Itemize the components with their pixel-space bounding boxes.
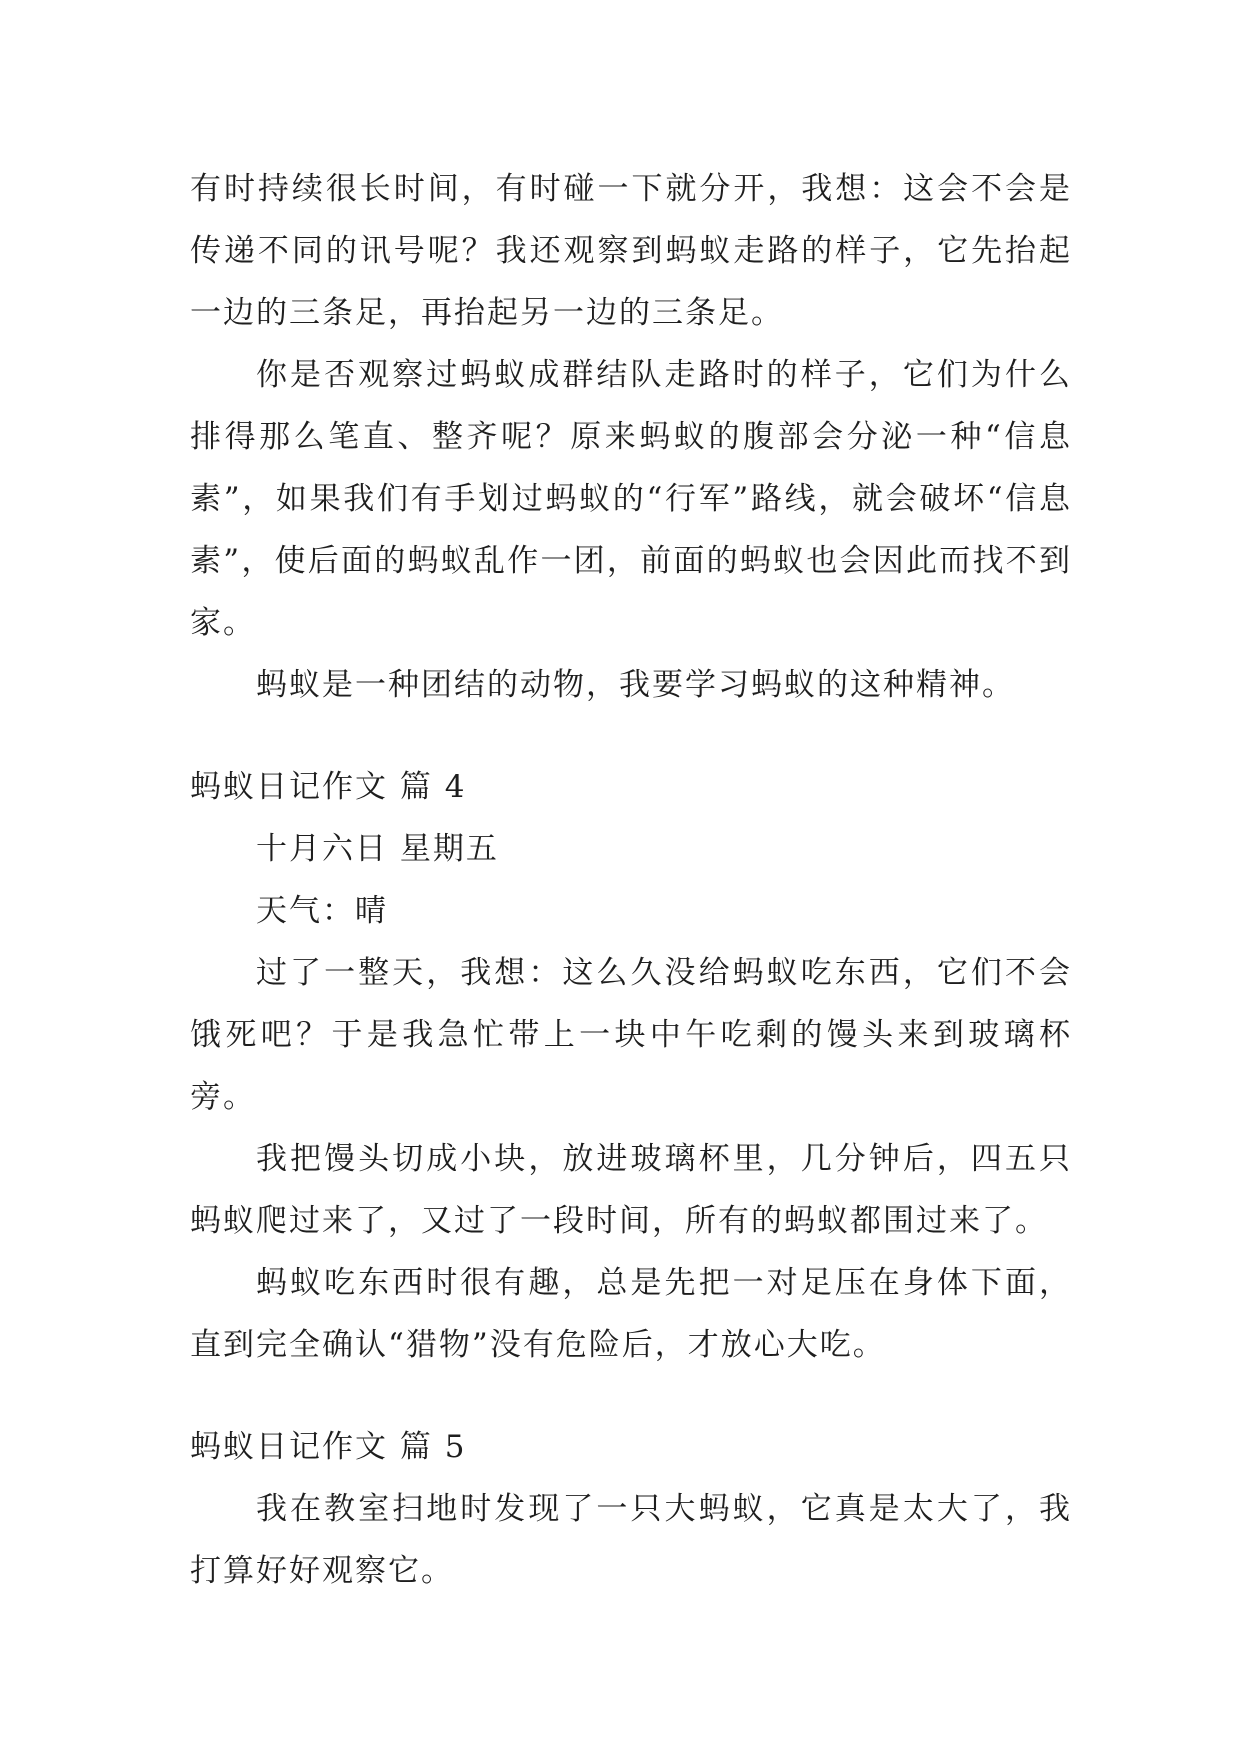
section-gap (190, 716, 1072, 756)
section-5-heading: 蚂蚁日记作文 篇 5 (190, 1429, 467, 1465)
section-5-paragraph: 我在教室扫地时发现了一只大蚂蚁，它真是太大了，我打算好好观察它。 (190, 1491, 1072, 1589)
section-4-paragraph: 过了一整天，我想：这么久没给蚂蚁吃东西，它们不会饿死吧？于是我急忙带上一块中午吃剩的馒头来到玻璃杯旁。 (190, 955, 1072, 1115)
section-4-date: 十月六日 星期五 (256, 831, 499, 867)
section-gap (190, 1376, 1072, 1416)
section-4-weather: 天气：晴 (256, 893, 388, 929)
section-4-paragraph: 蚂蚁吃东西时很有趣，总是先把一对足压在身体下面，直到完全确认“猎物”没有危险后，才放心大吃。 (190, 1265, 1072, 1363)
paragraph-pheromone: 你是否观察过蚂蚁成群结队走路时的样子，它们为什么排得那么笔直、整齐呢？原来蚂蚁的腹部会分泌一种“信息素”，如果我们有手划过蚂蚁的“行军”路线，就会破坏“信息素”，使后面的蚂蚁乱作一团，前面的蚂蚁也会因此而找不到家。 (190, 357, 1072, 641)
section-4-heading: 蚂蚁日记作文 篇 4 (190, 769, 467, 805)
paragraph-continued: 有时持续很长时间，有时碰一下就分开，我想：这会不会是传递不同的讯号呢？我还观察到蚂蚁走路的样子，它先抬起一边的三条足，再抬起另一边的三条足。 (190, 171, 1072, 331)
section-4-paragraph: 我把馒头切成小块，放进玻璃杯里，几分钟后，四五只蚂蚁爬过来了，又过了一段时间，所有的蚂蚁都围过来了。 (190, 1141, 1072, 1239)
document-body (190, 158, 1072, 1602)
paragraph-conclusion: 蚂蚁是一种团结的动物，我要学习蚂蚁的这种精神。 (256, 667, 1015, 703)
